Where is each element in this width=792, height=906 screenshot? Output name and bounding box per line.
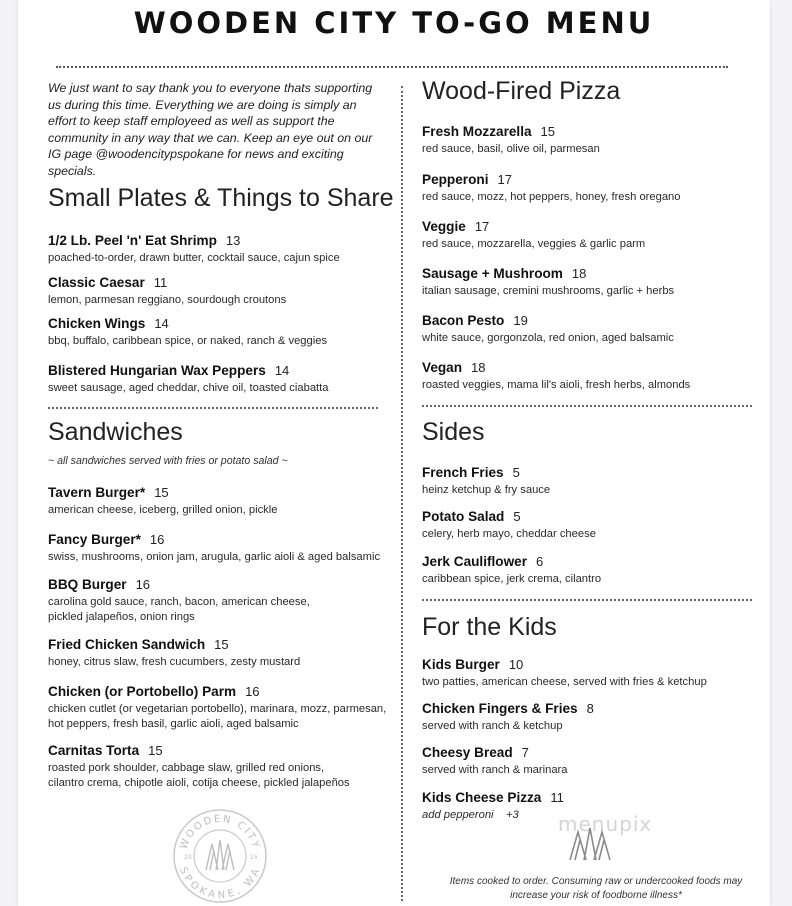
item-price: 6 <box>536 554 544 569</box>
item-price: 17 <box>497 172 512 187</box>
menupix-watermark: menupix <box>558 812 653 836</box>
menu-item <box>48 313 383 349</box>
item-price: 15 <box>148 743 163 758</box>
item-name: Tavern Burger* <box>48 485 146 500</box>
menu-item <box>422 698 757 734</box>
item-name: Fried Chicken Sandwich <box>48 637 206 652</box>
logo-inner-ring <box>194 830 246 882</box>
item-description: served with ranch & marinara <box>422 764 568 776</box>
item-price: 16 <box>135 577 151 592</box>
item-price: 11 <box>153 275 168 290</box>
menu-item <box>48 740 363 791</box>
item-name: Vegan <box>422 360 463 375</box>
item-name: Potato Salad <box>422 509 505 524</box>
item-name: Kids Burger <box>422 657 500 672</box>
sandwiches-note: ~ all sandwiches served with fries or potato salad ~ <box>48 455 288 467</box>
section-title-kids: For the Kids <box>422 613 557 641</box>
allergy-footnote: Items cooked to order. Consuming raw or undercooked foods may increase your risk of foodborne illness* <box>449 876 743 901</box>
item-name: Pepperoni <box>422 172 489 187</box>
item-price: 14 <box>274 363 290 378</box>
menu-title: WOODEN CITY TO-GO MENU <box>133 6 655 40</box>
item-description: roasted veggies, mama lil's aioli, fresh herbs, almonds <box>422 379 691 391</box>
item-description: lemon, parmesan reggiano, sourdough croutons <box>48 294 287 306</box>
menu-page <box>18 0 770 906</box>
menu-item <box>422 310 757 346</box>
item-price: 15 <box>540 124 556 139</box>
item-description: chicken cutlet (or vegetarian portobello), marinara, mozz, parmesan, hot peppers, fresh basil, garlic aioli, aged balsamic <box>48 703 387 730</box>
item-price: 15 <box>214 637 229 652</box>
item-description: add pepperoni +3 <box>422 809 519 821</box>
item-description: sweet sausage, aged cheddar, chive oil, toasted ciabatta <box>48 382 329 394</box>
logo-left-number: 20 <box>184 854 192 861</box>
item-description: caribbean spice, jerk crema, cilantro <box>422 573 602 585</box>
top-divider <box>56 66 728 68</box>
menu-item <box>422 169 757 205</box>
item-price: 19 <box>513 313 528 328</box>
item-description: swiss, mushrooms, onion jam, arugula, garlic aioli & aged balsamic <box>48 551 381 563</box>
menu-item <box>422 506 757 542</box>
menu-item <box>48 574 333 625</box>
item-price: 14 <box>154 316 169 331</box>
item-name: Fresh Mozzarella <box>422 124 532 139</box>
item-price: 13 <box>225 233 241 248</box>
item-description: two patties, american cheese, served with fries & ketchup <box>422 676 707 688</box>
menu-item <box>48 272 383 308</box>
item-name: Chicken (or Portobello) Parm <box>48 684 237 699</box>
wooden-city-logo <box>170 806 270 906</box>
menu-item <box>422 216 757 252</box>
item-description: served with ranch & ketchup <box>422 720 563 732</box>
item-price: 16 <box>245 684 260 699</box>
item-description: roasted pork shoulder, cabbage slaw, grilled red onions, cilantro crema, chipotle aioli, cotija cheese, pickled jalapeños <box>48 762 350 789</box>
item-name: Blistered Hungarian Wax Peppers <box>48 363 266 378</box>
item-description: italian sausage, cremini mushrooms, garlic + herbs <box>422 285 675 297</box>
column-divider <box>401 86 403 901</box>
intro-text: We just want to say thank you to everyone thats supporting us during this time. Everything we are doing is simply an effort to keep staff employeed as well as support the community in any way that we can. Keep an eye out on our IG page @woodencitypspokane for news and exciting specials. <box>48 81 373 178</box>
logo-right-number: 15 <box>250 854 258 861</box>
menupix-logo-icon <box>566 826 614 862</box>
menu-item <box>422 357 757 393</box>
item-name: Kids Cheese Pizza <box>422 790 542 805</box>
item-name: Fancy Burger* <box>48 532 141 547</box>
menu-item <box>422 263 757 299</box>
menu-item <box>422 551 757 587</box>
item-price: 16 <box>149 532 165 547</box>
item-description: carolina gold sauce, ranch, bacon, american cheese, pickled jalapeños, onion rings <box>48 596 310 623</box>
item-name: Bacon Pesto <box>422 313 505 328</box>
menu-item <box>422 654 757 690</box>
menu-item <box>422 462 757 498</box>
logo-building-icon <box>206 840 234 870</box>
item-name: Classic Caesar <box>48 275 145 290</box>
item-name: Carnitas Torta <box>48 743 140 758</box>
item-name: Chicken Fingers & Fries <box>422 701 578 716</box>
item-description: red sauce, mozz, hot peppers, honey, fresh oregano <box>422 191 681 203</box>
item-description: red sauce, mozzarella, veggies & garlic parm <box>422 238 646 250</box>
item-price: 15 <box>154 485 169 500</box>
menu-item <box>48 681 388 732</box>
menu-item <box>422 742 757 778</box>
item-name: 1/2 Lb. Peel 'n' Eat Shrimp <box>48 233 217 248</box>
item-name: Veggie <box>422 219 466 234</box>
menu-item <box>422 121 757 157</box>
section-title-sandwiches: Sandwiches <box>48 418 183 446</box>
item-price: 7 <box>521 745 529 760</box>
item-price: 8 <box>586 701 594 716</box>
item-description: bbq, buffalo, caribbean spice, or naked, ranch & veggies <box>48 335 328 347</box>
item-price: 17 <box>474 219 490 234</box>
item-description: heinz ketchup & fry sauce <box>422 484 551 496</box>
item-price: 10 <box>508 657 524 672</box>
section-divider <box>422 405 752 407</box>
logo-top-text: WOODEN CITY <box>178 813 262 851</box>
item-description: white sauce, gorgonzola, red onion, aged balsamic <box>422 332 674 344</box>
item-description: honey, citrus slaw, fresh cucumbers, zesty mustard <box>48 656 301 668</box>
section-divider <box>422 599 752 601</box>
item-name: French Fries <box>422 465 504 480</box>
item-description: american cheese, iceberg, grilled onion, pickle <box>48 504 278 516</box>
logo-bottom-text: SPOKANE, WA <box>176 865 264 902</box>
menu-item <box>48 482 383 518</box>
section-title-small-plates: Small Plates & Things to Share <box>48 184 394 212</box>
menu-item <box>48 230 383 266</box>
item-name: Chicken Wings <box>48 316 146 331</box>
item-price: 11 <box>550 790 564 805</box>
item-name: BBQ Burger <box>48 577 127 592</box>
menu-item <box>48 634 383 670</box>
item-description: celery, herb mayo, cheddar cheese <box>422 528 596 540</box>
item-price: 18 <box>571 266 587 281</box>
section-divider <box>48 407 378 409</box>
section-title-pizza: Wood-Fired Pizza <box>422 77 621 105</box>
item-price: 5 <box>512 465 520 480</box>
section-title-sides: Sides <box>422 418 485 446</box>
item-name: Jerk Cauliflower <box>422 554 528 569</box>
item-description: poached-to-order, drawn butter, cocktail sauce, cajun spice <box>48 252 340 264</box>
item-price: 18 <box>471 360 486 375</box>
menu-item <box>48 529 383 565</box>
item-description: red sauce, basil, olive oil, parmesan <box>422 143 600 155</box>
item-name: Sausage + Mushroom <box>422 266 563 281</box>
menu-item <box>48 360 383 396</box>
item-name: Cheesy Bread <box>422 745 513 760</box>
item-price: 5 <box>513 509 521 524</box>
